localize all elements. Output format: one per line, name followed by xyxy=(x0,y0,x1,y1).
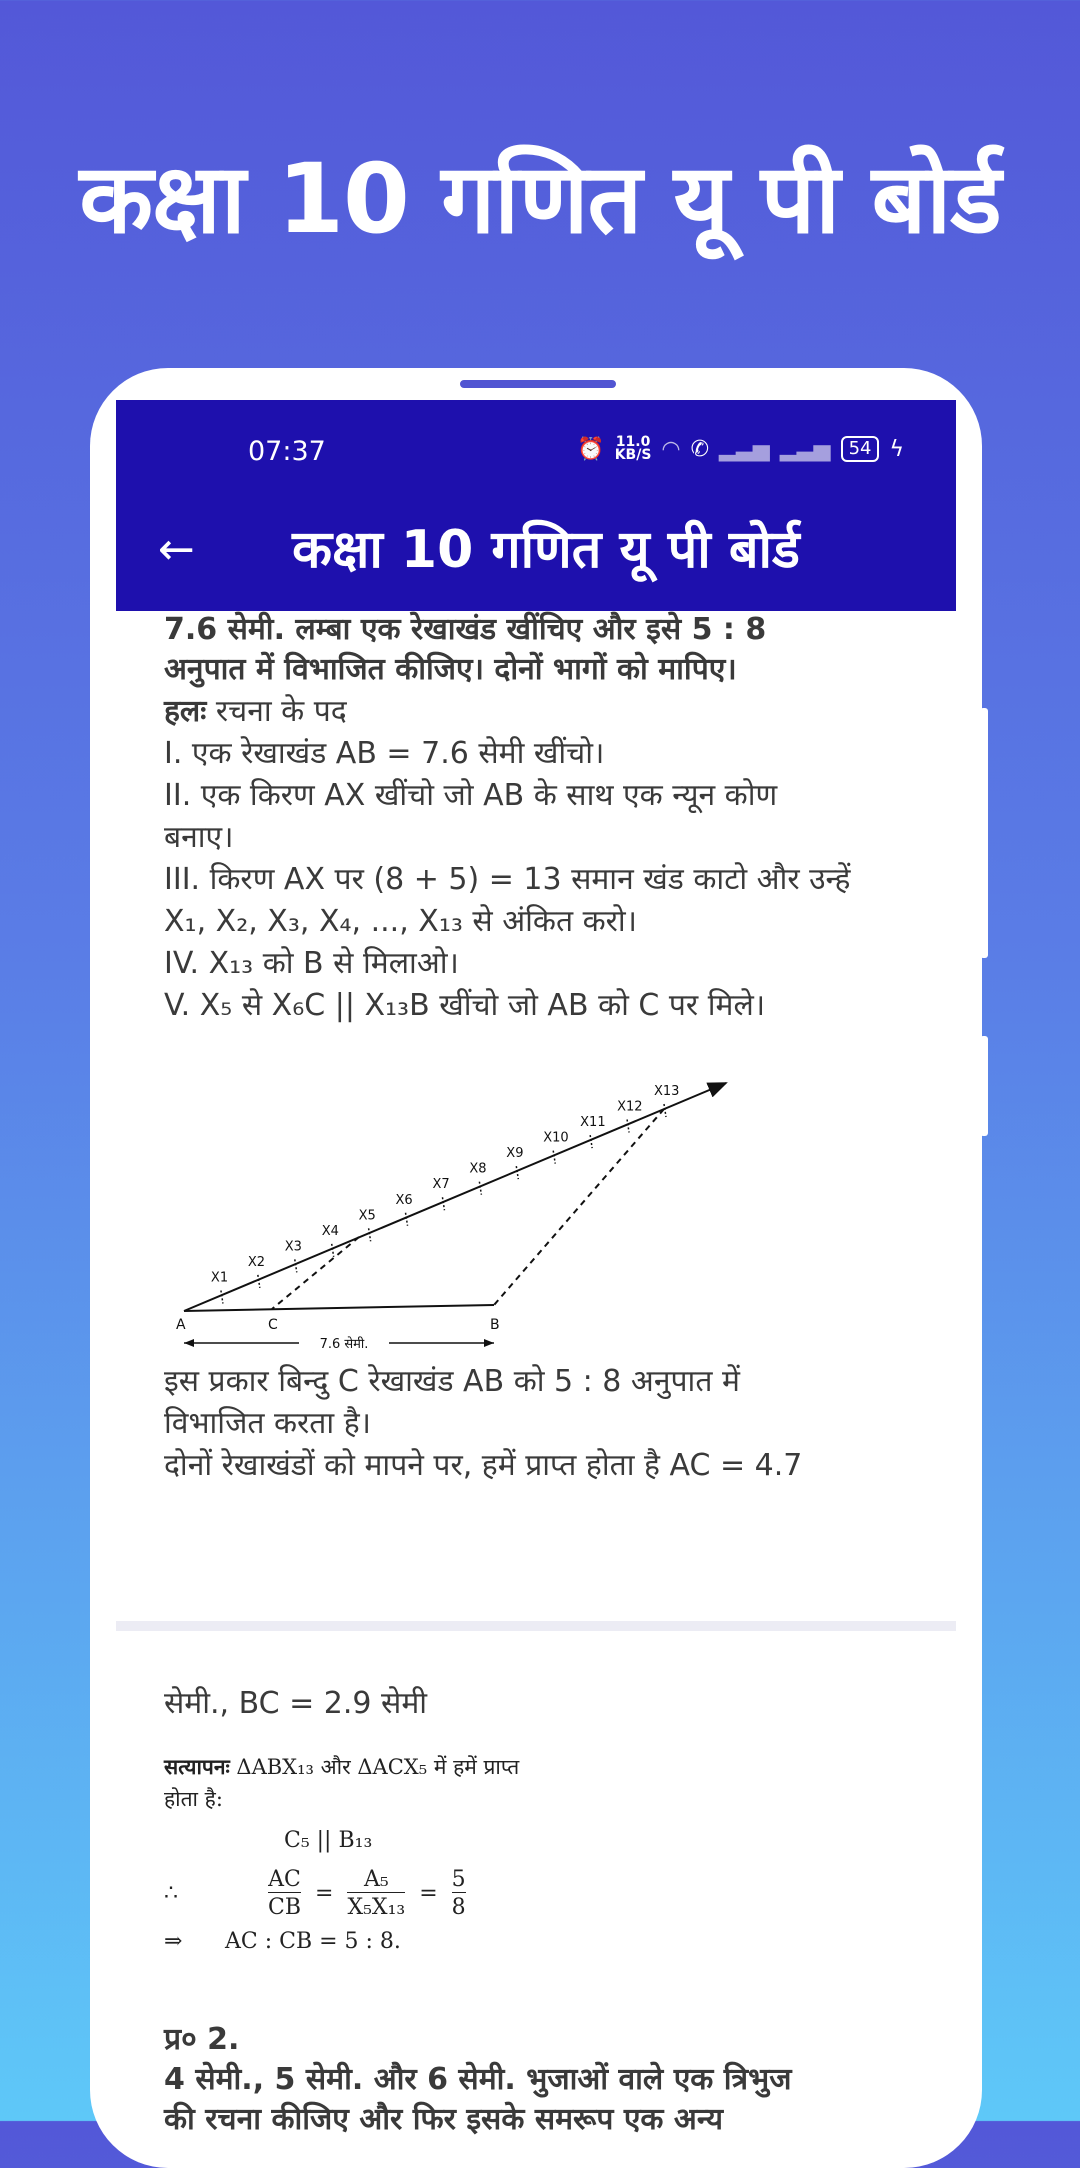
status-time: 07:37 xyxy=(248,436,326,467)
net-speed-unit: KB/S xyxy=(614,447,652,463)
step-3a: III. किरण AX पर (8 + 5) = 13 समान खंड काटो और उन्हें xyxy=(164,862,851,897)
conclusion-block xyxy=(164,1361,924,1487)
step-4: IV. X₁₃ को B से मिलाओ। xyxy=(164,946,459,981)
ray-tick xyxy=(664,1104,666,1117)
ray-tick xyxy=(479,1182,481,1195)
verify-label: सत्यापनः xyxy=(164,1754,230,1779)
ray-tick xyxy=(258,1275,260,1288)
conclusion-line-2: विभाजित करता है। xyxy=(164,1406,371,1441)
signal2-icon: ▂▃▅ xyxy=(779,436,831,462)
step-5: V. X₅ से X₆C || X₁₃B खींचो जो AB को C पर मिले। xyxy=(164,988,766,1023)
promo-title: कक्षा 10 गणित यू पी बोर्ड xyxy=(79,143,1001,255)
app-bar xyxy=(116,400,956,611)
tick-label: X1 xyxy=(210,1270,229,1286)
point-a-label: A xyxy=(176,1317,186,1333)
tick-label: X8 xyxy=(469,1161,487,1177)
solution-heading xyxy=(164,691,924,733)
ray-tick xyxy=(332,1244,334,1257)
parallel-statement: C₅ || B₁₃ xyxy=(284,1828,373,1853)
tick-label: X5 xyxy=(358,1208,376,1224)
step-3b: X₁, X₂, X₃, X₄, ..., X₁₃ से अंकित करो। xyxy=(164,904,638,939)
ray-tick xyxy=(406,1213,408,1226)
wifi-icon: ◠ xyxy=(661,436,681,462)
ratio-equation xyxy=(164,1867,664,1920)
tick-label: X7 xyxy=(432,1177,450,1193)
phone-frame xyxy=(90,368,982,2168)
construction-diagram xyxy=(164,1053,784,1353)
measurement-result xyxy=(164,1683,924,1725)
app-title: कक्षा 10 गणित यू पी बोर्ड xyxy=(292,520,800,580)
step-2a: II. एक किरण AX खींचो जो AB के साथ एक न्यून कोण xyxy=(164,778,778,813)
fraction-a5-x5x13 xyxy=(347,1867,405,1920)
call-icon: ✆ xyxy=(690,436,710,462)
charging-icon: ϟ xyxy=(889,436,904,462)
step-1: I. एक रेखाखंड AB = 7.6 सेमी खींचो। xyxy=(164,736,605,771)
tick-label: X11 xyxy=(580,1115,606,1131)
tick-label: X13 xyxy=(654,1084,680,1099)
signal-icon: ▂▃▅ xyxy=(719,436,770,462)
frac1-den: CB xyxy=(268,1892,301,1920)
battery-icon: 54 xyxy=(841,436,880,462)
frac3-den: 8 xyxy=(452,1892,466,1920)
ray-tick xyxy=(627,1120,629,1133)
tick-label: X2 xyxy=(247,1254,266,1270)
verify-text: ΔABX₁₃ और ΔACX₅ में हमें प्राप्त xyxy=(236,1755,520,1779)
content-area[interactable] xyxy=(116,611,956,2137)
power-button xyxy=(980,1036,988,1136)
ray-ax xyxy=(184,1083,726,1311)
conclusion-line-3: दोनों रेखाखंडों को मापने पर, हमें प्राप्त होता है AC = 4.7 xyxy=(164,1448,803,1483)
ray-tick xyxy=(442,1197,444,1210)
tick-label: X6 xyxy=(395,1192,413,1208)
q2-line-1: 4 सेमी., 5 सेमी. और 6 सेमी. भुजाओं वाले एक त्रिभुज xyxy=(164,2062,792,2097)
ray-tick xyxy=(516,1166,518,1179)
equals-1: = xyxy=(315,1881,334,1906)
question-line-1: 7.6 सेमी. लम्बा एक रेखाखंड खींचिए और इसे 5 : 8 xyxy=(164,612,767,647)
result-line xyxy=(164,1924,664,1960)
ray-tick xyxy=(369,1228,371,1241)
ray-tick xyxy=(553,1151,555,1164)
tick-label: X9 xyxy=(506,1146,524,1162)
status-icons xyxy=(577,436,904,462)
alarm-icon: ⏰ xyxy=(577,436,605,462)
fraction-ac-cb xyxy=(268,1867,301,1920)
line-x13-b xyxy=(494,1109,664,1305)
solution-heading-text: रचना के पद xyxy=(206,694,347,729)
solution-label: हलः xyxy=(164,694,207,729)
q2-line-2: की रचना कीजिए और फिर इसके समरूप एक अन्य xyxy=(164,2102,724,2137)
phone-speaker xyxy=(460,380,616,388)
tick-label: X12 xyxy=(617,1099,643,1115)
point-b-label: B xyxy=(490,1317,500,1333)
implies-symbol: ⇒ xyxy=(164,1929,183,1954)
section-divider xyxy=(116,1621,956,1631)
ray-tick xyxy=(295,1259,297,1272)
question-line-2: अनुपात में विभाजित कीजिए। दोनों भागों को मापिए। xyxy=(164,652,737,687)
conclusion-line-1: इस प्रकार बिन्दु C रेखाखंड AB को 5 : 8 अनुपात में xyxy=(164,1364,740,1399)
point-c-label: C xyxy=(268,1317,278,1333)
arrow-left-icon[interactable]: ← xyxy=(158,524,195,575)
frac1-num: AC xyxy=(268,1867,301,1892)
question-block xyxy=(164,611,924,1027)
measure-arrow-left xyxy=(184,1339,194,1347)
equals-2: = xyxy=(419,1881,438,1906)
fraction-5-8 xyxy=(452,1867,466,1920)
ray-tick xyxy=(221,1290,223,1303)
ray-tick xyxy=(590,1135,592,1148)
tick-label: X4 xyxy=(321,1223,339,1239)
result-text: AC : CB = 5 : 8. xyxy=(225,1929,401,1954)
net-speed-value: 11.0 xyxy=(615,434,651,450)
measure-label: 7.6 सेमी. xyxy=(319,1337,369,1352)
tick-label: X3 xyxy=(284,1239,302,1255)
measure-arrow-right xyxy=(484,1339,494,1347)
q2-label: प्र० 2. xyxy=(164,2022,240,2057)
question-2-block xyxy=(164,2021,924,2141)
frac2-num: A₅ xyxy=(363,1867,389,1892)
segment-ab xyxy=(184,1305,494,1311)
verification-block xyxy=(164,1751,664,1960)
volume-button xyxy=(980,708,988,958)
frac3-num: 5 xyxy=(451,1867,466,1892)
verify-text-2: होता है: xyxy=(164,1787,223,1811)
network-speed xyxy=(615,436,652,462)
tick-label: X10 xyxy=(543,1130,569,1146)
frac2-den: X₅X₁₃ xyxy=(347,1892,405,1920)
lower-line-1: सेमी., BC = 2.9 सेमी xyxy=(164,1686,428,1721)
phone-screen xyxy=(116,400,956,2137)
therefore-symbol: ∴ xyxy=(164,1881,178,1906)
step-2b: बनाए। xyxy=(164,820,234,855)
